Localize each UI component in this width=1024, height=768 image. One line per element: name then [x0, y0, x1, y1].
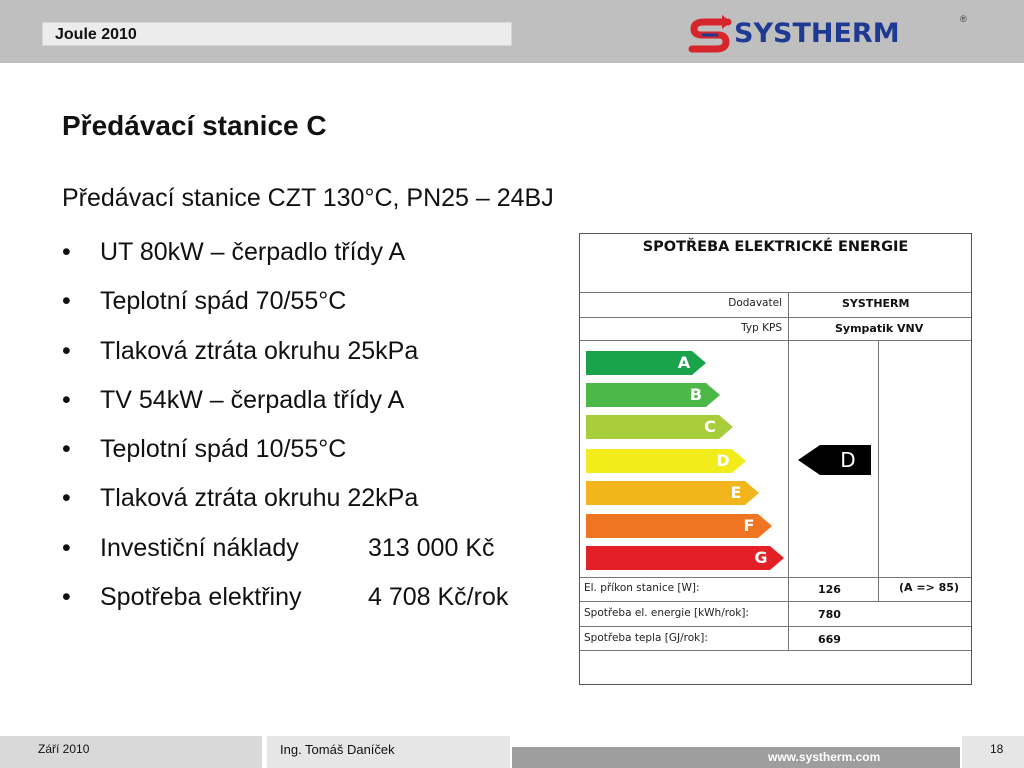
supplier-label: Dodavatel	[728, 297, 782, 309]
class-letter-b: B	[689, 385, 703, 404]
metric-label: El. příkon stanice [W]:	[584, 582, 700, 594]
page-number: 18	[990, 742, 1004, 756]
bullet-icon: •	[62, 435, 71, 464]
divider	[580, 577, 971, 578]
class-letter-e: E	[730, 483, 742, 502]
divider	[580, 626, 971, 627]
logo-mark-icon	[688, 14, 732, 56]
class-letter-d: D	[716, 451, 730, 470]
logo-text: SYSTHERM	[734, 18, 900, 49]
class-letter-c: C	[704, 417, 716, 436]
bullet-text: Tlaková ztráta okruhu 22kPa	[100, 484, 419, 513]
footer-date: Září 2010	[38, 742, 90, 756]
energy-class-e	[586, 481, 759, 505]
type-label: Typ KPS	[741, 322, 782, 334]
rating-indicator	[798, 445, 871, 475]
metric-label: Spotřeba tepla [GJ/rok]:	[584, 632, 708, 644]
logo-registered-mark: ®	[960, 14, 967, 24]
bullet-icon: •	[62, 583, 71, 612]
header-bar	[0, 0, 1024, 63]
bullet-text: UT 80kW – čerpadlo třídy A	[100, 238, 406, 266]
bullet-icon: •	[62, 385, 71, 414]
bullet-icon: •	[62, 336, 71, 365]
bullet-text: Teplotní spád 10/55°C	[100, 435, 347, 464]
footer-author-box	[267, 736, 510, 768]
divider	[580, 601, 971, 602]
rating-arrow	[798, 445, 871, 475]
bullet-icon: •	[62, 533, 71, 562]
bullet-value: 313 000 Kč	[368, 533, 495, 562]
energy-class-a	[586, 351, 706, 375]
bullet-text: TV 54kW – čerpadla třídy A	[100, 385, 405, 414]
bullet-icon: •	[62, 287, 71, 316]
energy-class-f	[586, 514, 772, 538]
slide-subtitle: Předávací stanice CZT 130°C, PN25 – 24BJ	[62, 184, 554, 212]
systherm-logo	[688, 14, 978, 56]
conference-label: Joule 2010	[55, 26, 137, 43]
metric-value: 126	[818, 583, 841, 596]
metric-label: Spotřeba el. energie [kWh/rok]:	[584, 607, 749, 619]
class-letter-g: G	[754, 548, 768, 567]
energy-class-b	[586, 383, 720, 407]
footer-website-box	[512, 747, 960, 768]
metric-value: 669	[818, 633, 841, 646]
metric-extra: (A => 85)	[899, 581, 959, 594]
bullet-text: Tlaková ztráta okruhu 25kPa	[100, 336, 419, 365]
conference-box	[42, 22, 512, 46]
bullet-value: 4 708 Kč/rok	[368, 583, 509, 612]
energy-label	[579, 233, 972, 685]
slide-title: Předávací stanice C	[62, 110, 327, 141]
metric-value: 780	[818, 608, 841, 621]
footer-author: Ing. Tomáš Daníček	[280, 742, 395, 757]
footer-website: www.systherm.com	[768, 750, 881, 764]
bullet-icon: •	[62, 238, 71, 266]
energy-class-g	[586, 546, 784, 570]
bullet-icon: •	[62, 484, 71, 513]
class-letter-f: F	[743, 516, 755, 535]
bullet-text: Teplotní spád 70/55°C	[100, 287, 347, 316]
type-value: Sympatik VNV	[835, 322, 924, 335]
energy-class-d	[586, 449, 746, 473]
bullet-text: Spotřeba elektřiny	[100, 583, 302, 612]
divider	[580, 650, 971, 651]
footer-date-box	[0, 736, 262, 768]
energy-class-scale	[580, 234, 971, 577]
footer-page-box	[962, 736, 1024, 768]
rating-letter: D	[840, 448, 856, 472]
energy-label-title: SPOTŘEBA ELEKTRICKÉ ENERGIE	[642, 239, 909, 255]
supplier-value: SYSTHERM	[842, 297, 910, 310]
bullet-text: Investiční náklady	[100, 533, 299, 562]
class-letter-a: A	[677, 353, 691, 372]
energy-class-c	[586, 415, 733, 439]
